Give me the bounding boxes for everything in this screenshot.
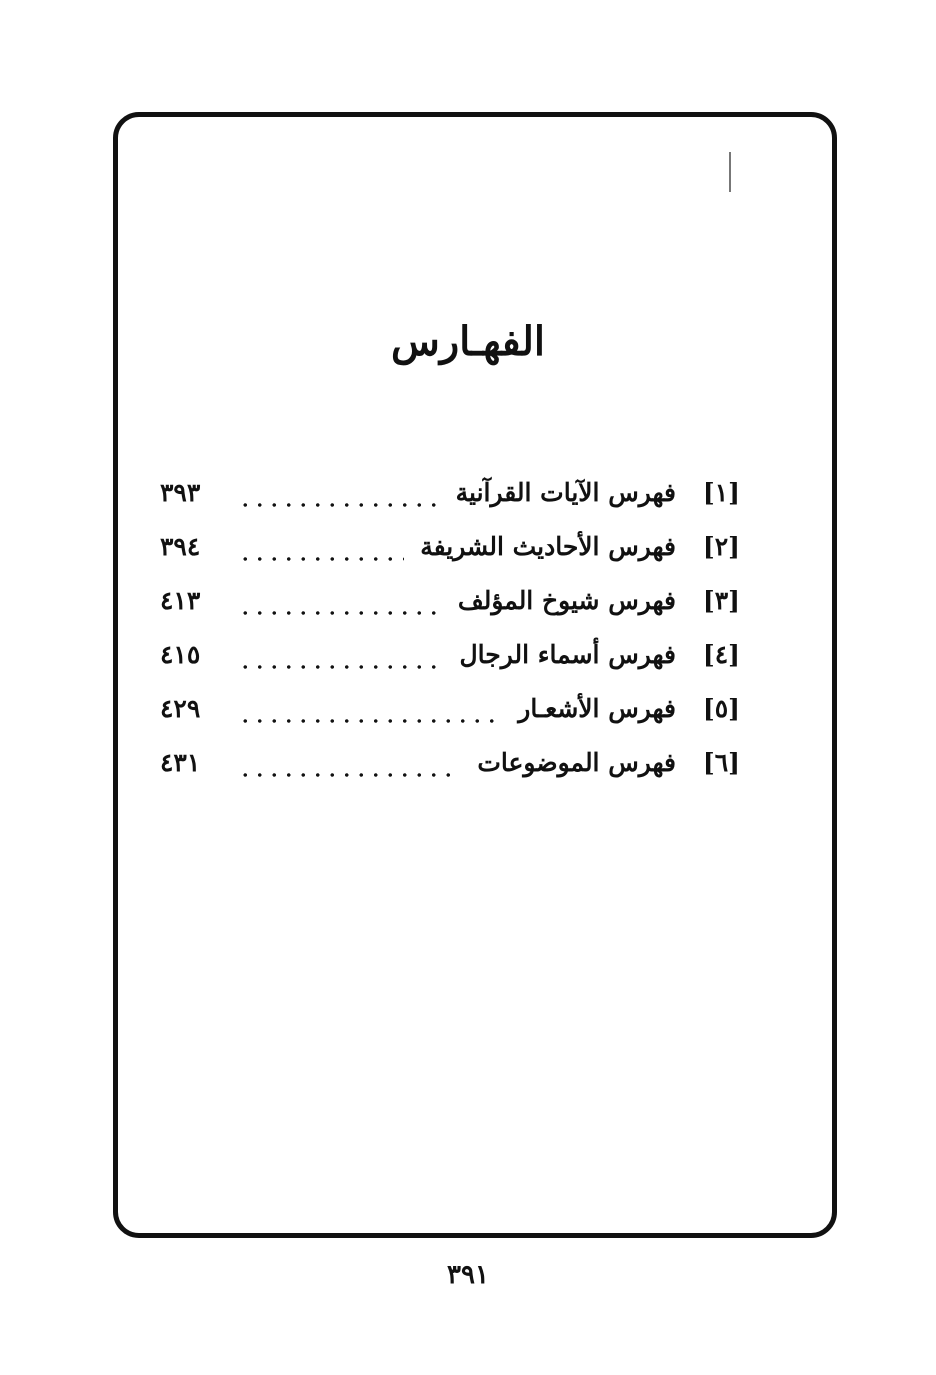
dot-leader xyxy=(238,716,502,726)
entry-label: فهرس الآيات القرآنية xyxy=(455,478,676,507)
entry-number: [٣] xyxy=(702,586,740,615)
entry-label: فهرس الأشعـار xyxy=(518,694,676,723)
dot-leader xyxy=(238,500,440,510)
entry-page-number: ٤٢٩ xyxy=(160,694,201,723)
entry-label: فهرس الأحاديث الشريفة xyxy=(420,532,676,561)
entry-page-number: ٤١٣ xyxy=(160,586,201,615)
entry-label: فهرس أسماء الرجال xyxy=(459,640,676,669)
index-entry[interactable] xyxy=(160,640,740,694)
scan-speck xyxy=(729,152,731,192)
entry-page-number: ٣٩٣ xyxy=(160,478,201,507)
entry-page-number: ٤١٥ xyxy=(160,640,201,669)
entry-number: [١] xyxy=(702,478,740,507)
dot-leader xyxy=(238,608,442,618)
entry-page-number: ٣٩٤ xyxy=(160,532,201,561)
dot-leader xyxy=(238,662,443,672)
index-list xyxy=(160,478,740,802)
entry-number: [٥] xyxy=(702,694,740,723)
entry-number: [٦] xyxy=(702,748,740,777)
entry-label: فهرس شيوخ المؤلف xyxy=(457,586,676,615)
entry-page-number: ٤٣١ xyxy=(160,748,201,777)
entry-number: [٢] xyxy=(702,532,740,561)
page-number: ٣٩١ xyxy=(447,1260,489,1290)
page-title: الفهـارس xyxy=(390,318,546,365)
dot-leader xyxy=(238,770,461,780)
index-entry[interactable] xyxy=(160,478,740,532)
entry-number: [٤] xyxy=(702,640,740,669)
index-entry[interactable] xyxy=(160,532,740,586)
index-entry[interactable] xyxy=(160,586,740,640)
entry-label: فهرس الموضوعات xyxy=(477,748,676,777)
index-entry[interactable] xyxy=(160,748,740,802)
index-entry[interactable] xyxy=(160,694,740,748)
dot-leader xyxy=(238,554,404,564)
